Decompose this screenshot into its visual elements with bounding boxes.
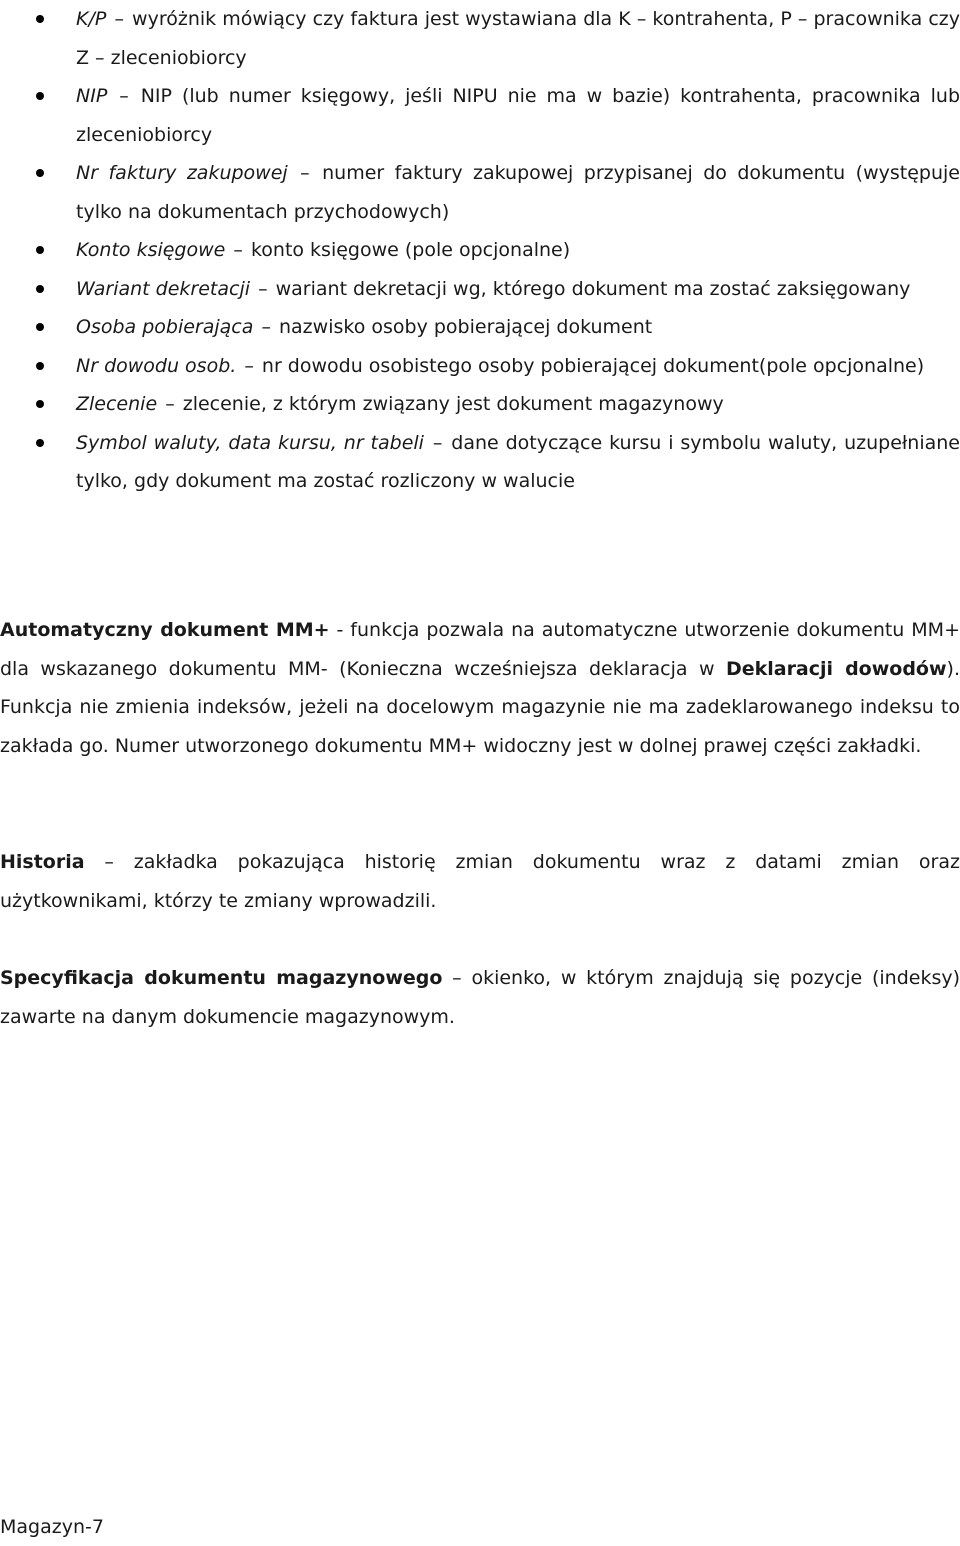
list-item <box>0 424 960 501</box>
item-description: nazwisko osoby pobierającej dokument <box>279 316 653 338</box>
item-dash: – <box>114 8 124 30</box>
bullet-icon <box>36 400 44 408</box>
list-item <box>0 0 960 77</box>
item-description: dane dotyczące kursu i symbolu waluty, uzupełniane tylko, gdy dokument ma zostać rozliczony w walucie <box>76 431 960 492</box>
item-description: konto księgowe (pole opcjonalne) <box>250 239 571 261</box>
bullet-icon <box>36 285 44 293</box>
mm-text-2: ). Funkcja nie zmienia indeksów, jeżeli na docelowym magazynie nie ma zadeklarowanego indeksu to zakłada go. Numer utworzonego dokumentu MM+ widoczny jest w dolnej prawej części zakładki. <box>0 657 960 757</box>
list-item <box>0 385 960 424</box>
item-dash: – <box>165 393 175 415</box>
field-description-list <box>0 0 960 501</box>
mm-link-term: Deklaracji dowodów <box>725 657 947 680</box>
item-term: Konto księgowe <box>76 239 226 261</box>
spec-text: – okienko, w którym znajdują się pozycje (indeksy) zawarte na danym dokumencie magazynowym. <box>0 967 960 1028</box>
item-dash: – <box>244 354 254 377</box>
item-term: Symbol waluty, data kursu, nr tabeli <box>76 431 424 454</box>
list-item <box>0 77 960 154</box>
page-footer: Magazyn-7 <box>0 1516 104 1538</box>
item-term: Osoba pobierająca <box>76 316 254 338</box>
historia-text: – zakładka pokazująca historię zmian dokumentu wraz z datami zmian oraz użytkownikami, którzy te zmiany wprowadzili. <box>0 851 960 912</box>
mm-text-1: - funkcja pozwala na automatyczne utworzenie dokumentu MM+ dla wskazanego dokumentu MM- (Konieczna wcześniejsza deklaracja w <box>0 619 960 680</box>
item-description: nr dowodu osobistego osoby pobierającej dokument(pole opcjonalne) <box>261 354 925 377</box>
bullet-icon <box>36 246 44 254</box>
list-item <box>0 270 960 309</box>
item-dash: – <box>233 239 243 261</box>
item-term: Zlecenie <box>76 393 158 415</box>
item-dash: – <box>432 431 443 454</box>
list-item <box>0 308 960 347</box>
bullet-icon <box>36 15 44 23</box>
bullet-icon <box>36 323 44 331</box>
item-term: NIP <box>76 85 108 107</box>
bullet-icon <box>36 439 44 447</box>
item-description: NIP (lub numer księgowy, jeśli NIPU nie ma w bazie) kontrahenta, pracownika lub zleceniobiorcy <box>76 85 960 146</box>
spec-paragraph <box>0 959 960 1036</box>
spec-title: Specyfikacja dokumentu magazynowego <box>0 967 443 989</box>
list-item <box>0 347 960 386</box>
bullet-icon <box>36 92 44 100</box>
list-item <box>0 231 960 270</box>
item-description: wyróżnik mówiący czy faktura jest wystawiana dla K – kontrahenta, P – pracownika czy Z – zleceniobiorcy <box>76 8 960 69</box>
item-description: numer faktury zakupowej przypisanej do dokumentu (występuje tylko na dokumentach przychodowych) <box>76 162 960 223</box>
item-dash: – <box>300 162 310 184</box>
item-dash: – <box>258 277 268 300</box>
historia-title: Historia <box>0 851 85 873</box>
item-term: Nr faktury zakupowej <box>76 162 288 184</box>
mm-paragraph <box>0 611 960 765</box>
list-item <box>0 154 960 231</box>
historia-paragraph <box>0 843 960 920</box>
mm-title: Automatyczny dokument MM+ <box>0 619 330 641</box>
item-description: zlecenie, z którym związany jest dokument magazynowy <box>182 393 724 415</box>
item-term: Wariant dekretacji <box>76 277 251 300</box>
item-description: wariant dekretacji wg, którego dokument ma zostać zaksięgowany <box>275 277 911 300</box>
item-dash: – <box>119 85 129 107</box>
bullet-icon <box>36 169 44 177</box>
item-term: Nr dowodu osob. <box>76 354 237 377</box>
item-dash: – <box>261 316 271 338</box>
bullet-icon <box>36 362 44 370</box>
item-term: K/P <box>76 8 107 30</box>
